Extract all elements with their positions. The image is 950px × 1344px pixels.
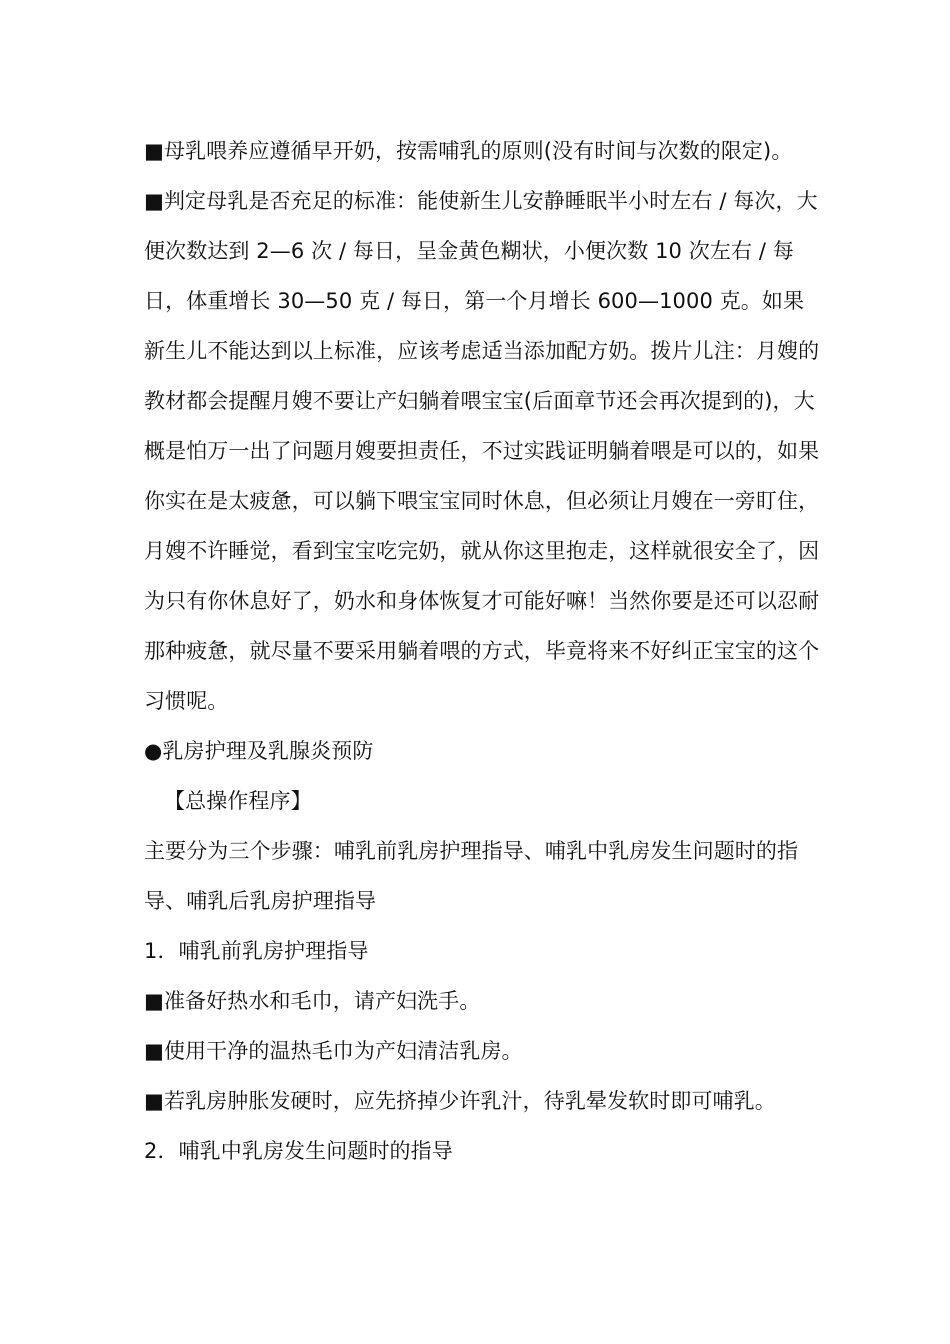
document-page [144,126,824,1176]
section-heading-breast-care: ●乳房护理及乳腺炎预防 [144,739,374,763]
step-heading-before-feeding: 1．哺乳前乳房护理指导 [144,939,369,963]
list-item-swollen-breast: ■若乳房肿胀发硬时，应先挤掉少许乳汁，待乳晕发软时即可哺乳。 [144,1089,776,1113]
paragraph-milk-sufficiency-standard: ■判定母乳是否充足的标准：能使新生儿安静睡眠半小时左右 / 每次，大便次数达到 2—6 次 / 每日，呈金黄色糊状，小便次数 10 次左右 / 每日，体重增长 30—50 克 / 每日，第一个月增长 600—1000 克。如果新生儿不能达到以上标准，应该考虑适当添加配方奶。拨片儿注：月嫂的教材都会提醒月嫂不要让产妇躺着喂宝宝(后面章节还会再次提到的)，大概是怕万一出了问题月嫂要担责任，不过实践证明躺着喂是可以的，如果你实在是太疲惫，可以躺下喂宝宝同时休息，但必须让月嫂在一旁盯住，月嫂不许睡觉，看到宝宝吃完奶，就从你这里抱走，这样就很安全了，因为只有你休息好了，奶水和身体恢复才可能好嘛！当然你要是还可以忍耐那种疲惫，就尽量不要采用躺着喂的方式，毕竟将来不好纠正宝宝的这个习惯呢。 [144,189,820,713]
paragraph-breastfeeding-principle: ■母乳喂养应遵循早开奶，按需哺乳的原则(没有时间与次数的限定)。 [144,139,793,163]
list-item-prepare-water-towel: ■准备好热水和毛巾，请产妇洗手。 [144,989,481,1013]
paragraph-three-steps: 主要分为三个步骤：哺乳前乳房护理指导、哺乳中乳房发生问题时的指导、哺乳后乳房护理指导 [144,839,799,913]
step-heading-during-feeding: 2．哺乳中乳房发生问题时的指导 [144,1139,453,1163]
list-item-clean-breast: ■使用干净的温热毛巾为产妇清洁乳房。 [144,1039,523,1063]
subheading-procedure: 【总操作程序】 [164,789,312,813]
